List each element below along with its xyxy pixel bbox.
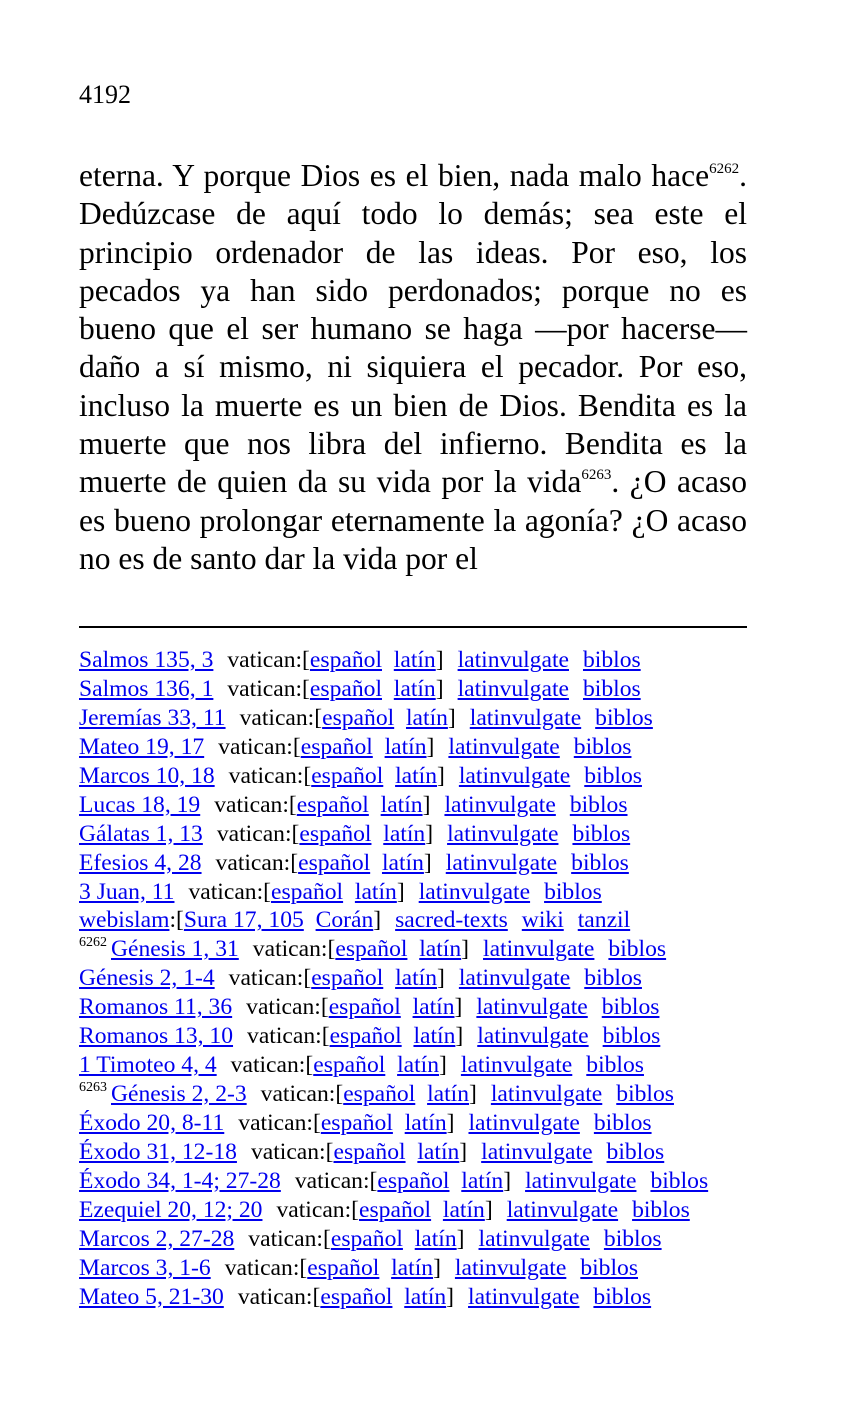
latinvulgate-link[interactable]: latinvulgate [481, 1138, 593, 1165]
footnote-line [79, 1196, 779, 1225]
footnotes [79, 646, 779, 1312]
footnote-line [79, 1022, 779, 1051]
footnote-line [79, 1283, 779, 1312]
ref-link[interactable]: Jeremías 33, 11 [79, 704, 226, 731]
biblos-link[interactable]: biblos [572, 820, 631, 847]
ref-link[interactable]: Éxodo 34, 1-4; 27-28 [79, 1167, 281, 1194]
latin-link[interactable]: latín [393, 675, 436, 702]
bracket-close: ] [461, 936, 470, 963]
ref-link[interactable]: 1 Timoteo 4, 4 [79, 1052, 217, 1079]
body-text-1: eterna. Y porque Dios es el bien, nada malo hace [79, 158, 710, 193]
espanol-link[interactable]: español [322, 704, 395, 731]
footnote-line [79, 1109, 779, 1138]
espanol-link[interactable]: español [328, 994, 401, 1021]
latin-link[interactable]: latín [381, 849, 424, 876]
biblos-link[interactable]: biblos [603, 1225, 662, 1252]
vatican-label: vatican:[ [188, 878, 272, 905]
vatican-label: vatican:[ [228, 762, 312, 789]
footnote-divider [79, 626, 747, 628]
biblos-link[interactable]: biblos [650, 1167, 709, 1194]
bracket-close: ] [396, 878, 405, 905]
ref-link[interactable]: Marcos 10, 18 [79, 762, 215, 789]
biblos-link[interactable]: biblos [593, 1283, 652, 1310]
espanol-link[interactable]: español [298, 849, 371, 876]
coran-link[interactable]: Corán [315, 907, 374, 934]
footnote-line [79, 733, 779, 762]
espanol-link[interactable]: español [309, 647, 382, 673]
vatican-label: vatican:[ [252, 936, 336, 963]
biblos-link[interactable]: biblos [584, 762, 642, 789]
bracket-close: ] [446, 1283, 455, 1310]
biblos-link[interactable]: biblos [573, 733, 632, 760]
ref-link[interactable]: Salmos 135, 3 [79, 647, 214, 673]
footnote-line [79, 704, 779, 733]
vatican-label: vatican:[ [250, 1138, 334, 1165]
ref-link[interactable]: Mateo 19, 17 [79, 733, 205, 760]
ref-link[interactable]: Éxodo 20, 8-11 [79, 1110, 225, 1136]
biblos-link[interactable]: biblos [582, 647, 641, 673]
bracket-close: ] [435, 675, 444, 702]
latin-link[interactable]: latín [395, 965, 438, 992]
biblos-link[interactable]: biblos [632, 1196, 690, 1223]
espanol-link[interactable]: español [359, 1196, 432, 1223]
espanol-link[interactable]: español [320, 1283, 393, 1310]
bracket-close: ] [426, 733, 435, 760]
footnote-line [79, 993, 779, 1022]
biblos-link[interactable]: biblos [616, 1081, 674, 1108]
biblos-link[interactable]: biblos [602, 1023, 661, 1050]
footnote-line [79, 762, 779, 791]
latinvulgate-link[interactable]: latinvulgate [447, 820, 559, 847]
bracket-close: ] [447, 704, 456, 731]
footnote-line [79, 820, 779, 849]
vatican-label: vatican:[ [294, 1167, 378, 1194]
latin-link[interactable]: latín [461, 1167, 504, 1194]
bracket-close: ] [437, 762, 445, 789]
vatican-label: vatican:[ [224, 1254, 308, 1281]
body-text-2: . Dedúzcase de aquí todo lo demás; sea este el principio ordenador de las ideas. Por eso, los pecados ya han sido perdonados; porque no es bueno que el ser humano se haga —por hacerse— daño a sí mismo, ni siquiera el pecador. Por eso, incluso la muerte es un bien de Dios. Bendita es la muerte que nos libra del infierno. Bendita es la muerte de quien da su vida por la vida [79, 158, 747, 500]
sacred-texts-link[interactable]: sacred-texts [395, 907, 508, 934]
ref-link[interactable]: Romanos 11, 36 [79, 994, 233, 1021]
vatican-label: vatican:[ [238, 1110, 321, 1136]
bracket-close: ] [454, 994, 463, 1021]
latin-link[interactable]: latín [414, 1225, 457, 1252]
vatican-label: vatican:[ [227, 647, 310, 673]
biblos-link[interactable]: biblos [593, 1110, 652, 1136]
espanol-link[interactable]: español [377, 1167, 450, 1194]
latinvulgate-link[interactable]: latinvulgate [458, 762, 571, 789]
bracket-close: ] [456, 1225, 465, 1252]
ref-link[interactable]: Mateo 5, 21-30 [79, 1283, 224, 1310]
latinvulgate-link[interactable]: latinvulgate [469, 704, 582, 731]
latinvulgate-link[interactable]: latinvulgate [506, 1196, 619, 1223]
body-text-3: . ¿O acaso es bueno prolongar eternamente la agonía? ¿O acaso no es de santo dar la vida por el [79, 464, 747, 576]
biblos-link[interactable]: biblos [595, 704, 653, 731]
footnote-line [79, 1254, 779, 1283]
footnote-line [79, 1138, 779, 1167]
tanzil-link[interactable]: tanzil [577, 907, 631, 934]
espanol-link[interactable]: español [320, 1110, 393, 1136]
footnote-line [79, 935, 779, 964]
latin-link[interactable]: latín [404, 1110, 447, 1136]
footnote-marker-6263: 6263 [581, 467, 612, 484]
vatican-label: vatican:[ [237, 1283, 321, 1310]
bracket-close: ] [423, 849, 432, 876]
latinvulgate-link[interactable]: latinvulgate [468, 1283, 580, 1310]
biblos-link[interactable]: biblos [584, 965, 642, 992]
bracket-close: ] [455, 1023, 464, 1050]
latinvulgate-link[interactable]: latinvulgate [418, 878, 531, 905]
webislam-link[interactable]: webislam [79, 907, 170, 934]
vatican-label: vatican:[ [246, 994, 329, 1021]
vatican-label: vatican:[ [215, 849, 299, 876]
espanol-link[interactable]: español [313, 1052, 386, 1079]
bracket-close: ] [435, 647, 444, 673]
espanol-link[interactable]: español [311, 965, 384, 992]
latin-link[interactable]: latín [442, 1196, 485, 1223]
ref-link[interactable]: Éxodo 31, 12-18 [79, 1138, 237, 1165]
wiki-link[interactable]: wiki [521, 907, 564, 934]
footnote-line [79, 1225, 779, 1254]
latin-link[interactable]: latín [405, 704, 448, 731]
bracket-close: ] [469, 1081, 477, 1108]
latin-link[interactable]: latín [427, 1081, 470, 1108]
latin-link[interactable]: latín [419, 936, 462, 963]
footnote-number: 6263 [79, 1080, 107, 1096]
ref-link[interactable]: Gálatas 1, 13 [79, 820, 203, 847]
bracket-close: ] [484, 1196, 493, 1223]
footnote-line-webislam [79, 906, 779, 935]
espanol-link[interactable]: español [335, 936, 408, 963]
vatican-label: vatican:[ [239, 704, 323, 731]
espanol-link[interactable]: español [330, 1225, 403, 1252]
espanol-link[interactable]: español [329, 1023, 402, 1050]
biblos-link[interactable]: biblos [608, 936, 667, 963]
footnote-line [79, 675, 779, 704]
latin-link[interactable]: latín [417, 1138, 460, 1165]
bracket-close: ] [433, 1254, 441, 1281]
latin-link[interactable]: latín [404, 1283, 447, 1310]
ref-link[interactable]: Génesis 2, 1-4 [79, 965, 215, 992]
ref-link[interactable]: Lucas 18, 19 [79, 791, 201, 818]
vatican-label: vatican:[ [228, 965, 312, 992]
bracket-close: ] [373, 907, 382, 934]
ref-link[interactable]: Ezequiel 20, 12; 20 [79, 1196, 263, 1223]
page-number: 4192 [79, 80, 131, 109]
vatican-label: vatican:[ [218, 733, 301, 760]
ref-link[interactable]: Génesis 2, 2-3 [111, 1081, 247, 1108]
ref-link[interactable]: 3 Juan, 11 [79, 878, 175, 905]
footnote-line [79, 1051, 779, 1080]
biblos-link[interactable]: biblos [601, 994, 660, 1021]
latin-link[interactable]: latín [384, 733, 427, 760]
footnote-marker-6262: 6262 [709, 161, 740, 177]
latinvulgate-link[interactable]: latinvulgate [448, 733, 560, 760]
vatican-label: vatican:[ [248, 1225, 331, 1252]
latin-link[interactable]: latín [412, 994, 455, 1021]
latin-link[interactable]: latín [354, 878, 397, 905]
latinvulgate-link[interactable]: latinvulgate [445, 849, 558, 876]
latin-link[interactable]: latín [383, 820, 426, 847]
vatican-label: vatican:[ [276, 1196, 360, 1223]
biblos-link[interactable]: biblos [569, 791, 628, 818]
latinvulgate-link[interactable]: latinvulgate [468, 1110, 580, 1136]
latinvulgate-link[interactable]: latinvulgate [444, 791, 556, 818]
footnote-line [79, 964, 779, 993]
latin-link[interactable]: latín [397, 1052, 440, 1079]
bracket-close: ] [425, 820, 434, 847]
bracket-open: :[ [169, 907, 184, 934]
footnote-line [79, 849, 779, 878]
ref-link[interactable]: Efesios 4, 28 [79, 849, 202, 876]
ref-link[interactable]: Romanos 13, 10 [79, 1023, 234, 1050]
latinvulgate-link[interactable]: latinvulgate [457, 647, 569, 673]
vatican-label: vatican:[ [247, 1023, 330, 1050]
latin-link[interactable]: latín [393, 647, 436, 673]
ref-link[interactable]: Marcos 3, 1-6 [79, 1254, 211, 1281]
latin-link[interactable]: latín [391, 1254, 434, 1281]
bracket-close: ] [503, 1167, 512, 1194]
latinvulgate-link[interactable]: latinvulgate [477, 1023, 589, 1050]
bracket-close: ] [446, 1110, 455, 1136]
footnote-line [79, 1080, 779, 1109]
footnote-number: 6262 [79, 935, 107, 951]
bracket-close: ] [439, 1052, 447, 1079]
ref-link[interactable]: Marcos 2, 27-28 [79, 1225, 235, 1252]
biblos-link[interactable]: biblos [586, 1052, 644, 1079]
latinvulgate-link[interactable]: latinvulgate [490, 1081, 603, 1108]
biblos-link[interactable]: biblos [544, 878, 602, 905]
sura-link[interactable]: Sura 17, 105 [183, 907, 304, 934]
vatican-label: vatican:[ [214, 791, 297, 818]
footnote-line [79, 791, 779, 820]
bracket-close: ] [437, 965, 445, 992]
ref-link[interactable]: Génesis 1, 31 [111, 936, 239, 963]
footnote-line [79, 878, 779, 907]
latinvulgate-link[interactable]: latinvulgate [454, 1254, 567, 1281]
vatican-label: vatican:[ [216, 820, 300, 847]
footnote-line [79, 646, 779, 675]
vatican-label: vatican:[ [230, 1052, 314, 1079]
latin-link[interactable]: latín [413, 1023, 456, 1050]
biblos-link[interactable]: biblos [580, 1254, 638, 1281]
espanol-link[interactable]: español [307, 1254, 380, 1281]
espanol-link[interactable]: español [300, 733, 373, 760]
bracket-close: ] [422, 791, 431, 818]
espanol-link[interactable]: español [343, 1081, 416, 1108]
espanol-link[interactable]: español [296, 791, 369, 818]
latinvulgate-link[interactable]: latinvulgate [460, 1052, 573, 1079]
espanol-link[interactable]: español [271, 878, 344, 905]
ref-link[interactable]: Salmos 136, 1 [79, 675, 214, 702]
espanol-link[interactable]: español [309, 675, 382, 702]
espanol-link[interactable]: español [299, 820, 372, 847]
espanol-link[interactable]: español [333, 1138, 406, 1165]
espanol-link[interactable]: español [311, 762, 384, 789]
biblos-link[interactable]: biblos [606, 1138, 665, 1165]
latinvulgate-link[interactable]: latinvulgate [458, 965, 571, 992]
biblos-link[interactable]: biblos [571, 849, 629, 876]
latin-link[interactable]: latín [395, 762, 438, 789]
latinvulgate-link[interactable]: latinvulgate [483, 936, 595, 963]
latin-link[interactable]: latín [380, 791, 423, 818]
vatican-label: vatican:[ [227, 675, 310, 702]
latinvulgate-link[interactable]: latinvulgate [478, 1225, 590, 1252]
latinvulgate-link[interactable]: latinvulgate [525, 1167, 637, 1194]
footnote-line [79, 1167, 779, 1196]
vatican-label: vatican:[ [260, 1081, 344, 1108]
latinvulgate-link[interactable]: latinvulgate [476, 994, 588, 1021]
latinvulgate-link[interactable]: latinvulgate [457, 675, 569, 702]
bracket-close: ] [459, 1138, 468, 1165]
biblos-link[interactable]: biblos [582, 675, 641, 702]
main-text [79, 157, 747, 578]
